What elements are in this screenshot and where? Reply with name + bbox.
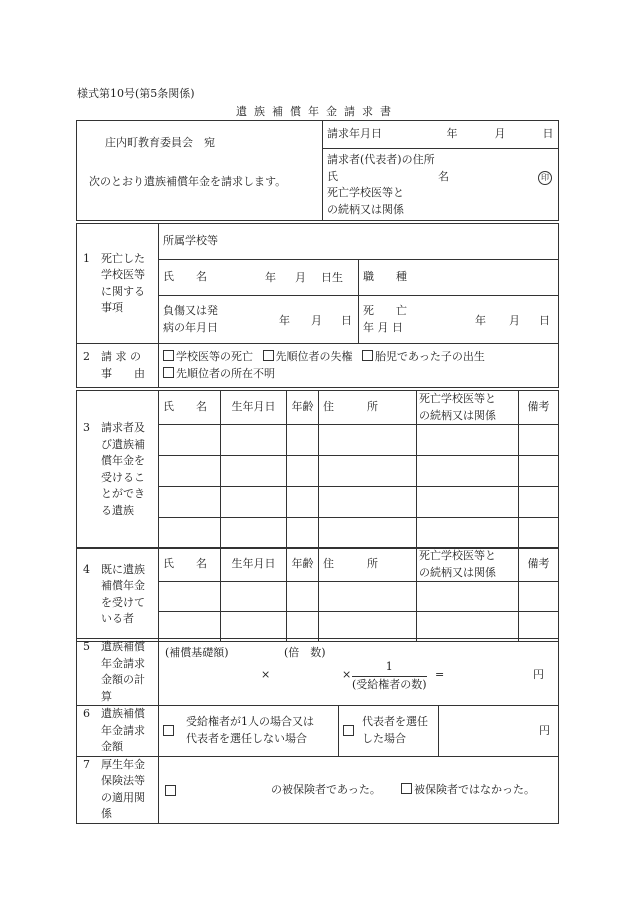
- sec6-option-2-line-1: 代表者を選任: [362, 715, 428, 729]
- sec4-header-remarks: 備考: [519, 548, 559, 582]
- sec3-header-remarks: 備考: [519, 391, 559, 425]
- fraction-denominator: (受給権者の数): [352, 677, 427, 691]
- sec3-cell[interactable]: [287, 518, 319, 549]
- deceased-name-field[interactable]: [159, 260, 359, 296]
- sec3-header-birth: 生年月日: [221, 391, 287, 425]
- reason-forfeit-label: 先順位者の失権: [275, 350, 353, 363]
- sec7-num: 7: [83, 757, 90, 771]
- sec4-header-relation: [417, 548, 519, 582]
- sec4-cell[interactable]: [417, 582, 519, 612]
- reason-birth-option[interactable]: [362, 350, 485, 363]
- reason-forfeit-option[interactable]: [263, 350, 353, 363]
- sec3-cell[interactable]: [287, 425, 319, 456]
- section-5-7: [76, 638, 559, 824]
- sec3-header-name: 氏 名: [159, 391, 221, 425]
- times-sign-2: ×: [342, 668, 352, 681]
- reason-missing-label: 先順位者の所在不明: [176, 366, 275, 380]
- sec4-title: 既に遺族補償年金を受けている者: [101, 562, 145, 625]
- sec4-cell[interactable]: [319, 582, 417, 612]
- reason-missing-option[interactable]: [163, 367, 275, 380]
- claim-reason-options: [159, 344, 559, 388]
- reason-birth-label: 胎児であった子の出生: [375, 350, 485, 363]
- sec2-title-1: 請 求 の: [101, 350, 141, 363]
- sec3-cell[interactable]: [319, 456, 417, 487]
- sec4-cell[interactable]: [159, 612, 221, 642]
- sec3-title-cell: [77, 391, 159, 549]
- claim-amount-field[interactable]: [439, 706, 559, 757]
- sec3-header-relation-1: 死亡学校医等と: [419, 392, 496, 405]
- sec3-cell[interactable]: [417, 456, 519, 487]
- death-label-1: 死 亡: [363, 304, 407, 317]
- sec6-title-cell: [77, 706, 159, 757]
- death-day-label: 日: [539, 314, 550, 327]
- reason-birth-checkbox[interactable]: [362, 350, 373, 361]
- death-month-label: 月: [509, 314, 520, 327]
- sec5-title: 遺族補償年金請求金額の計算: [101, 640, 145, 703]
- addressee: 庄内町教育委員会 宛: [105, 136, 215, 149]
- not-insured-label: 被保険者ではなかった。: [414, 782, 535, 796]
- sec4-num: 4: [83, 562, 90, 576]
- address-label: 請求者(代表者)の住所: [327, 153, 435, 166]
- injury-date-field[interactable]: [159, 296, 359, 344]
- seal-stamp: 印: [538, 171, 552, 185]
- sec4-cell[interactable]: [287, 582, 319, 612]
- sec3-header-relation: [417, 391, 519, 425]
- request-date-label: 請求年月日: [327, 127, 382, 141]
- single-claimant-checkbox[interactable]: [163, 725, 174, 736]
- sec3-cell[interactable]: [417, 487, 519, 518]
- sec3-cell[interactable]: [519, 425, 559, 456]
- name-label-2: 名: [438, 169, 449, 183]
- sec3-cell[interactable]: [221, 425, 287, 456]
- occupation-field[interactable]: [359, 260, 559, 296]
- sec3-title: 請求者及び遺族補償年金を受けることができる遺族: [101, 421, 145, 517]
- sec7-title-cell: [77, 756, 159, 823]
- section-1-2: [76, 223, 559, 388]
- name-label-1: 氏: [327, 169, 338, 183]
- sec3-cell[interactable]: [221, 518, 287, 549]
- year-label: 年: [446, 127, 458, 141]
- deceased-name-label: 氏 名: [163, 270, 207, 284]
- sec5-title-cell: [77, 639, 159, 706]
- day-label: 日: [542, 127, 554, 141]
- fraction: [352, 659, 427, 693]
- fraction-numerator: 1: [352, 659, 427, 677]
- sec3-cell[interactable]: [287, 487, 319, 518]
- sec4-cell[interactable]: [221, 612, 287, 642]
- claim-yen: 円: [539, 723, 550, 737]
- sec4-cell[interactable]: [417, 612, 519, 642]
- death-label-2: 年 月 日: [363, 320, 403, 334]
- sec4-cell[interactable]: [519, 582, 559, 612]
- section-4: [76, 547, 559, 642]
- birth-month-label: 月: [295, 271, 306, 284]
- sec3-cell[interactable]: [159, 425, 221, 456]
- claimant-field[interactable]: [323, 149, 559, 221]
- death-year-label: 年: [475, 314, 486, 327]
- sec6-title: 遺族補償年金請求金額: [101, 707, 145, 753]
- reason-death-option[interactable]: [163, 350, 253, 363]
- injury-month-label: 月: [311, 314, 322, 327]
- header-block: [76, 120, 559, 221]
- sec4-cell[interactable]: [287, 612, 319, 642]
- sec3-header-address: 住 所: [319, 391, 417, 425]
- sec6-num: 6: [83, 707, 90, 720]
- sec4-header-birth: 生年月日: [221, 548, 287, 582]
- request-statement: 次のとおり遺族補償年金を請求します。: [89, 174, 287, 188]
- death-date-field[interactable]: [359, 296, 559, 344]
- sec3-cell[interactable]: [287, 456, 319, 487]
- sec3-cell[interactable]: [159, 518, 221, 549]
- sec5-num: 5: [83, 640, 90, 653]
- sec4-cell[interactable]: [519, 612, 559, 642]
- sec2-num: 2: [83, 350, 90, 363]
- sec3-cell[interactable]: [221, 487, 287, 518]
- sec3-header-relation-2: の続柄又は関係: [419, 408, 496, 422]
- sec3-cell[interactable]: [319, 518, 417, 549]
- sec6-option-2-line-2: した場合: [362, 731, 406, 745]
- section-3: [76, 390, 559, 549]
- reason-death-checkbox[interactable]: [163, 350, 174, 361]
- sec3-cell[interactable]: [159, 487, 221, 518]
- sec1-title: 死亡した学校医等に関する事項: [101, 251, 145, 314]
- sec3-cell[interactable]: [519, 456, 559, 487]
- sec3-cell[interactable]: [417, 425, 519, 456]
- birth-year-label: 年: [265, 271, 276, 284]
- sec4-cell[interactable]: [159, 582, 221, 612]
- sec3-cell[interactable]: [221, 456, 287, 487]
- sec3-cell[interactable]: [519, 518, 559, 549]
- sec3-cell[interactable]: [319, 425, 417, 456]
- injury-year-label: 年: [279, 314, 290, 327]
- sec1-num: 1: [83, 251, 90, 265]
- calc-field[interactable]: [159, 639, 559, 706]
- injury-day-label: 日: [341, 314, 352, 327]
- reason-forfeit-checkbox[interactable]: [263, 350, 274, 361]
- sec4-title-cell: [77, 548, 159, 642]
- reason-missing-checkbox[interactable]: [163, 367, 174, 378]
- times-sign-1: ×: [261, 668, 271, 681]
- sec6-option-1[interactable]: [159, 706, 339, 757]
- sec4-header-name: 氏 名: [159, 548, 221, 582]
- month-label: 月: [494, 127, 506, 141]
- sec1-title-cell: [77, 224, 159, 344]
- relation-label-1: 死亡学校医等と: [327, 186, 404, 199]
- sec6-option-1-line-1: 受給権者が1人の場合又は: [186, 715, 314, 729]
- sec2-title-cell: [77, 344, 159, 388]
- sec3-cell[interactable]: [159, 456, 221, 487]
- addressee-cell: [77, 121, 323, 221]
- sec3-num: 3: [83, 421, 90, 434]
- insured-checkbox[interactable]: [165, 785, 176, 796]
- form-title: 遺族補償年金請求書: [236, 105, 398, 118]
- sec4-header-relation-1: 死亡学校医等と: [419, 549, 496, 562]
- sec6-option-1-line-2: 代表者を選任しない場合: [186, 731, 307, 745]
- sec7-title: 厚生年金保険法等の適用関係: [101, 757, 145, 820]
- sec3-cell[interactable]: [319, 487, 417, 518]
- reason-death-label: 学校医等の死亡: [176, 350, 253, 363]
- insured-label: の被保険者であった。: [271, 782, 381, 796]
- multiplier-label: (倍 数): [284, 646, 326, 659]
- sec4-header-age: 年齢: [287, 548, 319, 582]
- sec3-header-age: 年齢: [287, 391, 319, 425]
- relation-label-2: の続柄又は関係: [327, 202, 404, 216]
- sec4-header-relation-2: の続柄又は関係: [419, 565, 496, 579]
- sec3-cell[interactable]: [417, 518, 519, 549]
- sec4-cell[interactable]: [319, 612, 417, 642]
- request-date-field[interactable]: [323, 121, 559, 149]
- pension-field[interactable]: [159, 756, 559, 823]
- sec4-cell[interactable]: [221, 582, 287, 612]
- not-insured-option[interactable]: [401, 782, 535, 799]
- school-label: 所属学校等: [163, 234, 218, 248]
- not-insured-checkbox[interactable]: [401, 783, 412, 794]
- equals-sign: =: [435, 668, 445, 681]
- base-amount-label: (補償基礎額): [165, 646, 229, 659]
- sec3-cell[interactable]: [519, 487, 559, 518]
- sec4-header-address: 住 所: [319, 548, 417, 582]
- representative-checkbox[interactable]: [343, 725, 354, 736]
- birth-day-label: 日生: [321, 271, 343, 284]
- school-field[interactable]: [159, 224, 559, 260]
- injury-label-2: 病の年月日: [163, 320, 218, 334]
- calc-yen: 円: [533, 668, 544, 681]
- sec6-option-2[interactable]: [339, 706, 439, 757]
- occupation-label: 職 種: [363, 270, 407, 284]
- form-number: 様式第10号(第5条関係): [77, 87, 195, 100]
- sec2-title-2: 事 由: [101, 366, 145, 380]
- injury-label-1: 負傷又は発: [163, 304, 218, 317]
